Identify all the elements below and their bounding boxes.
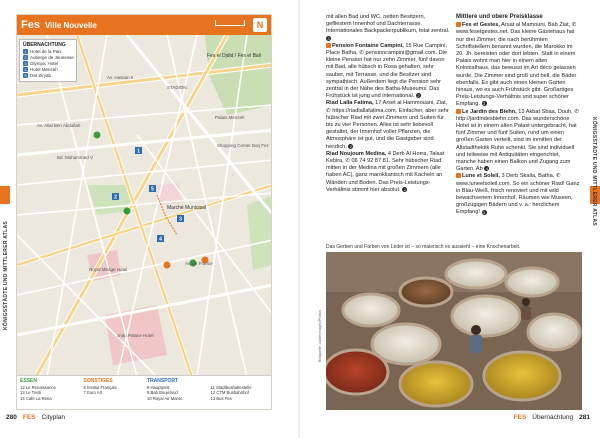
svg-text:1: 1 <box>137 148 140 155</box>
paragraph: mit allen Bad und WC, netten Besitzern, gefliestem Innenhof und Dachterrasse. Internationales Backpackerpublikum, total zentral. 3 <box>326 14 450 41</box>
map-label-france: Av. de France <box>185 261 213 266</box>
page-footer-left <box>6 414 65 421</box>
svg-text:4: 4 <box>159 236 162 243</box>
footer-col-sonstiges: SONSTIGES 6 Institut Français 7 Euro Art <box>83 378 117 396</box>
chapter-side-label: KÖNIGSSTÄDTE UND MITTLERER ATLAS <box>3 220 9 330</box>
tannery-photo <box>326 252 582 410</box>
map-label-stadion: STADION <box>167 85 187 90</box>
city-map <box>16 14 272 410</box>
map-city-title: Fes <box>21 19 40 31</box>
paragraph: Riad Lalla Fatima, 17 Arset al Hammouani, Ziat, ✆ https://riadlallafatima.com. Einfacher, aber sehr hübscher Riad mit zwei Zimmern und Suiten für bis zu vier Personen. Alles ist sehr liebevoll gestaltet, der Innenhof voller Pflanzen, die Atmosphäre ist gut, und die Gastgeber sind herzlich. 2 <box>326 100 449 150</box>
map-label-allal: Av. Allal Ben Abdallah <box>37 123 81 128</box>
photo-caption: Das Gerben und Färben von Leder ist – so malerisch es aussieht – eine Knochenarbeit. <box>326 244 521 250</box>
legend-title: ÜBERNACHTUNG <box>23 42 66 48</box>
side-tab-marker <box>0 186 10 204</box>
scale-bar <box>215 20 245 26</box>
right-page <box>300 0 600 438</box>
paragraph: Fes et Gestes, Arsat al Mamouni, Bab Ziat, ✆ www.fesetgestes.net. Das kleine Gästehaus hat nur drei Zimmer, die nach berühmten Schriftstellern benannt wurden, die Marokko im 20. Jh. bereisten oder dort lebten. Statt in einem Palais wohnt man hier in einem alten Kolonialhaus, das bewusst im Art déco gelassen wurde. Die Zimmer sind groß und hell, die Bäder ebenfalls. Es gibt auch einen kleinen Garten hinaus, wo es auch Frühstück gibt. Großartiges Preis-Leistungs-Verhältnis und super schöner Empfang. 3 <box>456 22 577 108</box>
footer-section: FES <box>513 414 527 421</box>
page-number: 280 <box>6 414 17 421</box>
map-label-fes-bali: Fes el Djdid / Fes el Bali <box>207 53 261 59</box>
map-streets <box>17 35 272 377</box>
map-header <box>17 15 272 35</box>
legend-item: 1 Hotel de la Paix <box>24 49 62 54</box>
map-legend <box>19 39 77 82</box>
legend-item: 4 Hotel Menzeh <box>24 67 58 72</box>
chapter-side-label: KÖNIGSSTÄDTE UND MITTLERER ATLAS <box>591 116 597 226</box>
map-label-hassan: Av. Hassan II <box>107 75 134 80</box>
footer-col-transport: TRANSPORT 8 Hauptpost 9 Bab Boujeloud 10 Royal Air Maroc <box>147 378 183 401</box>
map-label-royal: Royal Mirage Hotel <box>89 267 128 272</box>
footer-col-essen: ESSEN 12 Le Renaissance 13 Le Tivoli 14 Café La Rena <box>20 378 56 401</box>
paragraph: Lune et Soleil, 3 Derb Skalia, Batha, ✆ www.luneetsoleil.com. So ein schöner Riad! Ganz in Blau-Weiß, frisch renoviert und mit wild bewachsenem Innenhof, Räumen wie Museen, großzügigen Bädern und v. a.: herzlichem Empfang! 3 <box>456 173 580 216</box>
map-district-title: Ville Nouvelle <box>44 20 97 30</box>
paragraph: Le Jardin des Biehn, 13 Akbat Sbaa, Douh, ✆ http://jardindesbiehn.com. Das wunderschöne Hotel ist in einem alten Palast untergebracht, hat fünf Zimmer und fünf Suiten, rund um einen großen Garten verteilt, sind im inmitten der Altstadthektik Ruhe schenkt. Sie sind individuell und teilweise mit Antiquitäten eingerichtet, manche haben einen Balkon und Zugang zum Garten. Ab 4 <box>456 108 579 173</box>
paragraph: Pension Fontaine Campini, 15 Rue Campini, Place Batha, ✆ pensioncampini@gmail.com. Die kleine Pension hat nur zehn Zimmer, fünf davon mit Bad, alle hübsch in Rosa gehalten, sehr sauber, mit Terrasse, und die Besitzer sind sympathisch. Außerdem liegt die Pension sehr zentral in der Nähe des Batha-Museums. Das Frühstück ist jung und international. 2 <box>326 42 448 100</box>
map-label-jnan: Jnan Palace Hotel <box>117 333 154 338</box>
page-footer-right <box>514 414 590 421</box>
footer-title: Übernachtung <box>532 414 574 421</box>
text-column-1 <box>326 14 450 194</box>
map-label-mohammed: Bd. Mohammed V <box>57 155 94 160</box>
map-label-marche: Marché Municipal <box>167 205 207 211</box>
legend-item: 2 Auberge de Jeunesse <box>24 55 74 60</box>
svg-text:5: 5 <box>151 186 154 193</box>
legend-item: 5 Dar Ziryab <box>24 73 52 78</box>
svg-text:2: 2 <box>114 194 117 201</box>
map-label-palais: Palais Menzeh <box>215 115 245 120</box>
photo-credit: Bildquelle: Jupiterimages/Photos <box>318 309 322 362</box>
footer-title: Cityplan <box>41 414 65 421</box>
legend-item: 3 Olympic Hotel <box>24 61 59 66</box>
map-label-shopping: Shopping Center Borj Fez <box>217 143 269 148</box>
footer-section: FES <box>22 414 36 421</box>
svg-text:3: 3 <box>179 216 182 223</box>
section-heading: Mittlere und obere Preisklasse <box>456 14 543 20</box>
compass-icon: N <box>253 18 267 32</box>
footer-col-extra: 11 Stadtbushaltestelle 12 CTM Busbahnhof 13 Bus Fes <box>210 385 252 401</box>
page-number: 281 <box>579 414 590 421</box>
map-footer-legend <box>17 375 272 409</box>
paragraph: Riad Noujoum Medina, 4 Derb Al Horra, Talaat Kebira, ✆ 06 74 92 87 81. Sehr hübscher Riad mitten in der Medina mit großen Zimmern (alle haben AC), ganz marokkanisch mit Kacheln an Wänden und Boden. Das Preis-Leistungs-Verhältnis stimmt hier absolut. 2 <box>326 150 445 193</box>
text-column-2 <box>456 14 580 217</box>
